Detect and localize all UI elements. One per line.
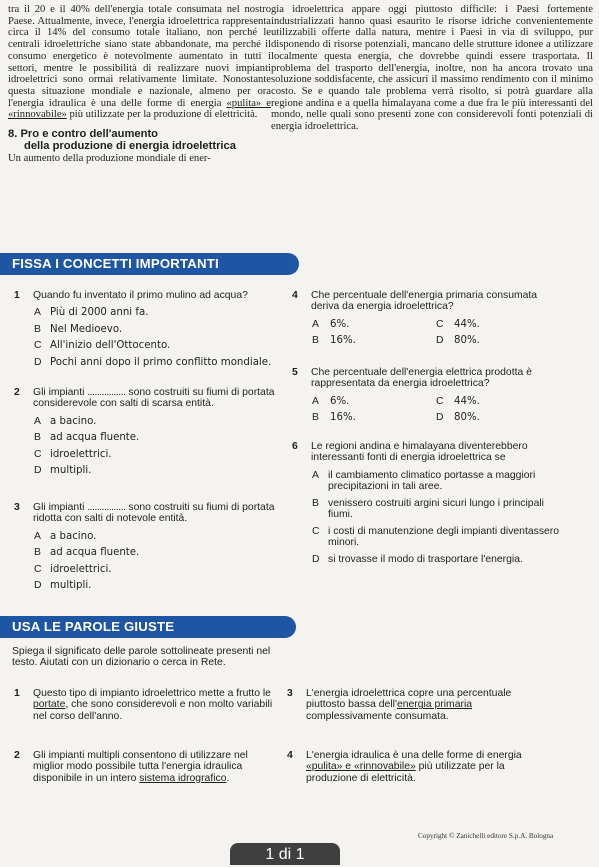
item-text: . <box>226 772 230 784</box>
article-right-column <box>271 4 593 133</box>
answer-options <box>292 470 562 565</box>
option-text: 80%. <box>454 334 480 346</box>
question-text: Che percentuale dell'energia primaria consumata deriva da energia idroelettrica? <box>311 290 538 313</box>
option-letter: A <box>312 318 319 330</box>
answer-option[interactable] <box>312 335 436 346</box>
question-text: Le regioni andina e himalayana diventerebbero interessanti fonti di energia idroelettrica se <box>311 441 528 464</box>
exercise-instructions: Spiega il significato delle parole sottolineate presenti nel testo. Aiutati con un dizionario o cerca in Rete. <box>12 646 271 669</box>
copyright-notice: Copyright © Zanichelli editore S.p.A. Bologna <box>418 832 554 840</box>
article-paragraph <box>8 4 271 121</box>
option-letter: B <box>34 323 41 335</box>
answer-option[interactable] <box>14 307 284 318</box>
article-paragraph: gia idroelettrica appare oggi piuttosto difficile: i Paesi fortemente industrializzati hanno quasi esaurito le risorse idriche convenientemente utilizzabili offerte dalla natura, mentre i Paesi in via di sviluppo, pur disponendo di risorse potenziali, mancano delle strutture idonee a utilizzare localmente questa energia, che dovrebbe quindi essere trasportata. Il problema del trasporto dell'energia, inoltre, non ha ancora trovato una soluzione soddisfacente, che assicuri il massimo rendimento con il minimo costo. Se e quando tale problema verrà risolto, si potrà guardare alla regione andina e a quella himalayana come a due fra le più interessanti del mondo, nelle quali sono presenti zone con considerevoli fonti potenziali di energia idroelettrica. <box>271 4 593 133</box>
answer-options <box>292 396 557 424</box>
question-2 <box>14 387 282 482</box>
answer-option[interactable] <box>14 465 282 476</box>
option-text: idroelettrici. <box>50 448 112 460</box>
fill-in-blank[interactable]: ................ <box>87 502 126 513</box>
word-item-4 <box>287 750 535 784</box>
item-number: 2 <box>14 750 20 761</box>
option-letter: A <box>34 307 41 319</box>
section-title-line-2: della produzione di energia idroelettrica <box>24 140 236 153</box>
option-letter: C <box>312 525 320 537</box>
question-number: 3 <box>14 502 20 513</box>
option-text: Pochi anni dopo il primo conflitto mondiale. <box>50 357 272 369</box>
question-3 <box>14 502 282 597</box>
underlined-term: «pulita» e «rinnovabile» <box>8 97 271 121</box>
question-text: sono costruiti su fiumi di portata ridotta con salti di notevole entità. <box>33 502 275 525</box>
item-text: Gli impianti multipli consentono di utilizzare nel miglior modo possibile tutta l'energia idraulica disponibile in un intero <box>33 750 248 784</box>
option-letter: B <box>312 411 319 423</box>
option-letter: A <box>34 530 41 542</box>
answer-option[interactable] <box>14 324 284 335</box>
answer-option[interactable] <box>14 340 284 351</box>
question-4 <box>292 290 557 346</box>
option-text: idroelettrici. <box>50 563 112 575</box>
answer-option[interactable] <box>14 416 282 427</box>
answer-option[interactable] <box>436 412 546 423</box>
option-letter: D <box>34 357 42 369</box>
option-letter: C <box>34 340 42 352</box>
article-text: tra il 20 e il 40% dell'energia totale consumata nel nostro Paese. Attualmente, invece, l'energia idroelettrica rappresenta circa il 14% del consumo totale italiano, non perché le centrali idroelettriche siano state abbandonate, ma perché il consumo energetico è notevolmente aumentato in tutti i settori, mentre le possibilità di realizzare nuovi impianti idroelettrici sono ormai relativamente limitate. Nonostante questa situazione mondiale e nazionale, almeno per ora l'energia idraulica è una delle forme di energia <box>8 4 271 109</box>
article-paragraph: Un aumento della produzione mondiale di ener- <box>8 153 211 165</box>
option-letter: D <box>436 411 444 423</box>
option-text: a bacino. <box>50 415 97 427</box>
answer-option[interactable] <box>14 531 282 542</box>
option-text: i costi di manutenzione degli impianti diventassero minori. <box>328 525 560 548</box>
option-letter: B <box>312 334 319 346</box>
item-text: complessivamente consumata. <box>306 710 449 722</box>
answer-option[interactable] <box>14 357 284 368</box>
answer-option[interactable] <box>312 319 436 330</box>
question-1 <box>14 290 284 374</box>
question-stem <box>14 502 282 525</box>
answer-option[interactable] <box>292 526 562 549</box>
article-left-column <box>8 4 271 165</box>
option-letter: D <box>312 553 320 565</box>
question-stem <box>292 367 557 390</box>
option-letter: C <box>436 395 444 407</box>
item-text: più utilizzate per la produzione di elettricità. <box>306 761 505 784</box>
option-letter: D <box>34 580 42 592</box>
word-item-text <box>287 750 535 784</box>
answer-options <box>14 416 282 477</box>
question-stem <box>292 290 557 313</box>
word-item-2 <box>14 750 278 784</box>
fissa-concetti-header: FISSA I CONCETTI IMPORTANTI <box>0 253 299 275</box>
fill-in-blank[interactable]: ................ <box>87 387 126 398</box>
item-text: Questo tipo di impianto idroelettrico mette a frutto le <box>33 688 271 699</box>
usa-parole-header: USA LE PAROLE GIUSTE <box>0 616 296 638</box>
answer-option[interactable] <box>14 547 282 558</box>
answer-option[interactable] <box>312 396 436 407</box>
option-text: multipli. <box>50 580 92 592</box>
option-letter: C <box>34 448 42 460</box>
answer-option[interactable] <box>436 335 546 346</box>
option-text: 6%. <box>330 395 350 407</box>
answer-option[interactable] <box>312 412 436 423</box>
option-text: ad acqua fluente. <box>50 432 140 444</box>
question-number: 6 <box>292 441 298 452</box>
item-number: 4 <box>287 750 293 761</box>
option-letter: A <box>312 395 319 407</box>
answer-option[interactable] <box>14 564 282 575</box>
answer-option[interactable] <box>14 580 282 591</box>
option-text: 44%. <box>454 395 480 407</box>
option-text: ad acqua fluente. <box>50 547 140 559</box>
question-text: Gli impianti <box>33 502 85 513</box>
question-5 <box>292 367 557 423</box>
question-stem <box>14 290 284 301</box>
word-item-text <box>14 750 278 784</box>
answer-option[interactable] <box>14 449 282 460</box>
answer-options <box>14 307 284 368</box>
word-item-1 <box>14 688 278 722</box>
option-text: 16%. <box>330 334 356 346</box>
page-indicator: 1 di 1 <box>230 843 340 865</box>
option-text: si trovasse il modo di trasportare l'energia. <box>328 553 523 565</box>
option-text: 44%. <box>454 318 480 330</box>
question-number: 5 <box>292 367 298 378</box>
question-number: 4 <box>292 290 298 301</box>
option-letter: A <box>34 415 41 427</box>
word-item-text <box>287 688 531 722</box>
word-item-text <box>14 688 278 722</box>
item-text: L'energia idraulica è una delle forme di energia <box>306 750 522 761</box>
option-text: 16%. <box>330 411 356 423</box>
article-text: più utilizzate per la produzione di elettricità. <box>66 109 258 121</box>
item-text: , che sono considerevoli e non molto variabili nel corso dell'anno. <box>33 699 273 722</box>
option-text: 6%. <box>330 318 350 330</box>
option-text: il cambiamento climatico portasse a maggiori precipitazioni in tali aree. <box>328 469 536 492</box>
option-letter: D <box>436 334 444 346</box>
word-item-3 <box>287 688 531 722</box>
answer-option[interactable] <box>436 396 546 407</box>
option-letter: C <box>34 563 42 575</box>
underlined-term: energia primaria <box>396 699 473 711</box>
question-text: sono costruiti su fiumi di portata considerevole con salti di scarsa entità. <box>33 387 275 410</box>
section-title-line-1: Pro e contro dell'aumento <box>20 128 159 141</box>
option-text: Più di 2000 anni fa. <box>50 307 149 319</box>
option-text: a bacino. <box>50 530 97 542</box>
option-letter: D <box>34 465 42 477</box>
question-text: Che percentuale dell'energia elettrica prodotta è rappresentata da energia idroelettrica? <box>311 367 532 390</box>
item-number: 3 <box>287 688 293 699</box>
item-number: 1 <box>14 688 20 699</box>
underlined-term: portate <box>33 699 66 711</box>
question-stem <box>14 387 282 410</box>
underlined-term: «pulita» e «rinnovabile» <box>306 761 416 773</box>
answer-option[interactable] <box>292 554 562 565</box>
option-letter: C <box>436 318 444 330</box>
item-text: L'energia idroelettrica copre una percentuale piuttosto bassa dell' <box>306 688 512 711</box>
option-text: multipli. <box>50 465 92 477</box>
question-6 <box>292 441 562 570</box>
answer-option[interactable] <box>436 319 546 330</box>
option-letter: B <box>312 497 319 509</box>
section-number: 8. <box>8 128 18 141</box>
answer-options <box>14 531 282 592</box>
answer-option[interactable] <box>292 498 562 521</box>
question-number: 2 <box>14 387 20 398</box>
question-text: Gli impianti <box>33 387 85 398</box>
underlined-term: sistema idrografico <box>139 772 227 784</box>
question-number: 1 <box>14 290 20 301</box>
question-text: Quando fu inventato il primo mulino ad acqua? <box>33 290 248 301</box>
option-letter: B <box>34 432 41 444</box>
question-stem <box>292 441 562 464</box>
option-text: All'inizio dell'Ottocento. <box>50 340 171 352</box>
option-letter: B <box>34 547 41 559</box>
option-text: venissero costruiti argini sicuri lungo i principali fiumi. <box>328 497 544 520</box>
option-letter: A <box>312 469 319 481</box>
option-text: Nel Medioevo. <box>50 323 123 335</box>
option-text: 80%. <box>454 411 480 423</box>
section-title <box>8 128 271 152</box>
answer-option[interactable] <box>292 470 562 493</box>
answer-option[interactable] <box>14 432 282 443</box>
answer-options <box>292 319 557 347</box>
